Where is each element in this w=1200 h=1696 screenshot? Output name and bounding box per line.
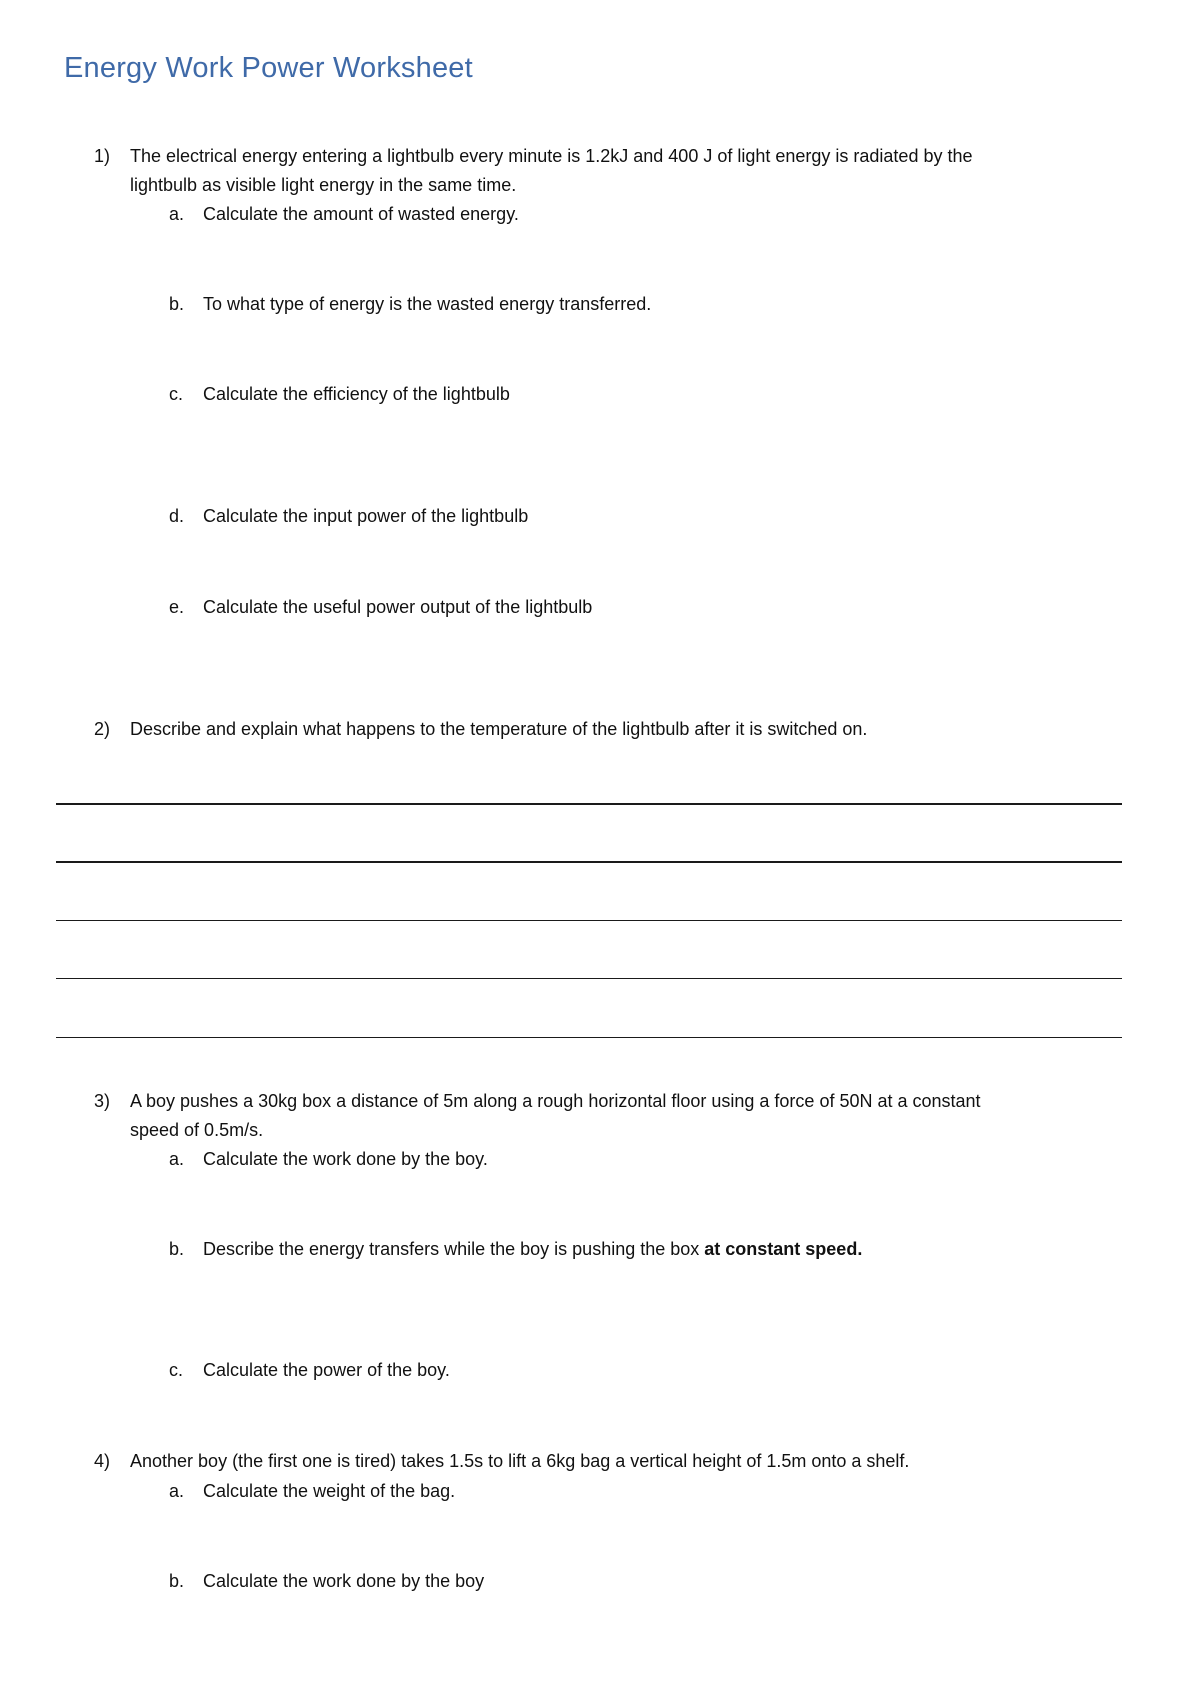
answer-line[interactable] (56, 978, 1122, 979)
part-letter: b. (169, 1239, 185, 1259)
question-number: 2) (94, 719, 111, 739)
part-text-regular: Describe the energy transfers while the boy is pushing the box (203, 1239, 705, 1259)
answer-line[interactable] (56, 803, 1122, 805)
question-text-line-1: A boy pushes a 30kg box a distance of 5m along a rough horizontal floor using a force of 50N at a constant (130, 1091, 981, 1111)
part-letter: c. (169, 384, 184, 404)
part-letter: d. (169, 506, 185, 526)
question-text-line-2: speed of 0.5m/s. (130, 1120, 264, 1140)
answer-line[interactable] (56, 1037, 1122, 1038)
part-letter: c. (169, 1360, 184, 1380)
part-letter: e. (169, 597, 185, 617)
part-text: Calculate the work done by the boy. (203, 1149, 488, 1169)
part-text: To what type of energy is the wasted energy transferred. (203, 294, 652, 314)
question-number: 3) (94, 1091, 111, 1111)
question-text-line-1: The electrical energy entering a lightbulb every minute is 1.2kJ and 400 J of light energy is radiated by the (130, 146, 973, 166)
question-number: 4) (94, 1451, 111, 1471)
question-number: 1) (94, 146, 111, 166)
question-text-line-1: Another boy (the first one is tired) takes 1.5s to lift a 6kg bag a vertical height of 1.5m onto a shelf. (130, 1451, 910, 1471)
part-text: Calculate the weight of the bag. (203, 1481, 456, 1501)
worksheet-title: Energy Work Power Worksheet (64, 52, 473, 84)
answer-line[interactable] (56, 861, 1122, 863)
part-letter: a. (169, 1481, 185, 1501)
part-text: Calculate the efficiency of the lightbulb (203, 384, 510, 404)
part-text: Calculate the useful power output of the lightbulb (203, 597, 593, 617)
part-letter: a. (169, 1149, 185, 1169)
question-text-line-2: lightbulb as visible light energy in the same time. (130, 175, 517, 195)
part-letter: a. (169, 204, 185, 224)
part-letter: b. (169, 294, 185, 314)
part-text-bold: at constant speed. (704, 1239, 863, 1259)
part-text (203, 1235, 862, 1264)
part-letter: b. (169, 1571, 185, 1591)
part-text: Calculate the work done by the boy (203, 1571, 485, 1591)
question-text-line-1: Describe and explain what happens to the temperature of the lightbulb after it is switched on. (130, 719, 868, 739)
part-text: Calculate the amount of wasted energy. (203, 204, 519, 224)
part-text: Calculate the power of the boy. (203, 1360, 450, 1380)
part-text: Calculate the input power of the lightbulb (203, 506, 529, 526)
answer-line[interactable] (56, 920, 1122, 921)
